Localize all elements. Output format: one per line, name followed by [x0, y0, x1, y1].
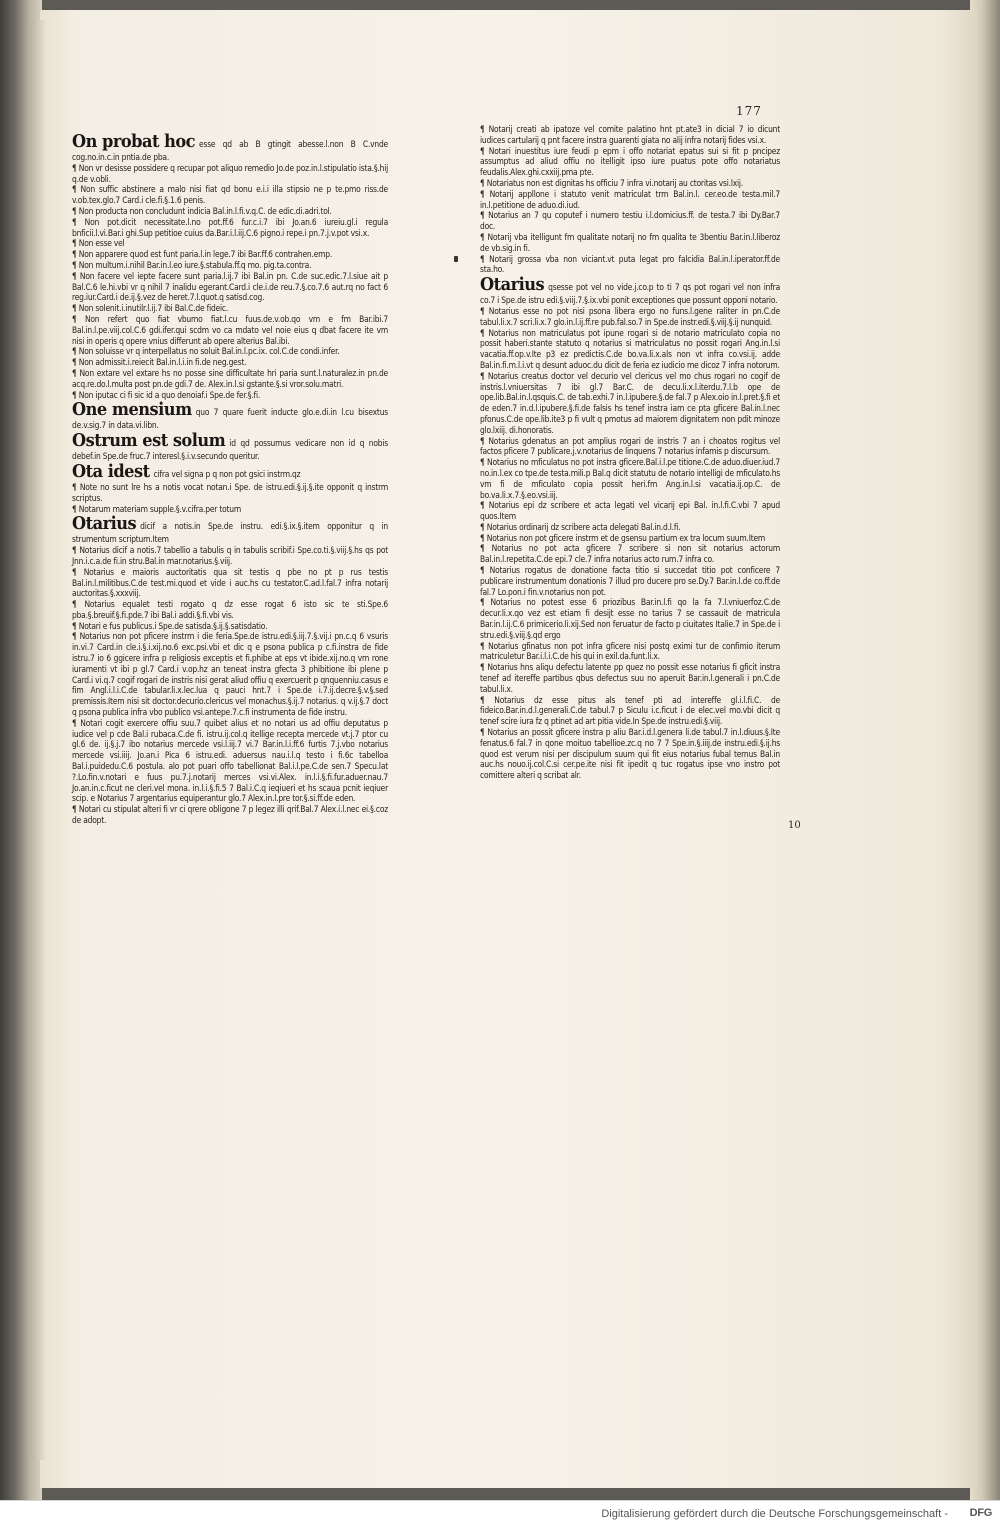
gloss-entry: [72, 217, 388, 239]
entry-text: Non iputac ci fi sic id a quo denoiaf.i Spe.de fer.§.fi.: [78, 389, 261, 400]
entry-text: Notari e fus publicus.i Spe.de satisda.§.ij.§.satisdatio.: [78, 620, 268, 631]
gloss-entry: [72, 357, 388, 368]
paragraph-mark-icon: ¶: [480, 640, 489, 651]
entry-text: Non suffic abstinere a malo nisi fiat qd bonu e.i.i illa stipsio ne p te.pmo riss.de v.ob.tex.glo.7 Card.i cle.fi.§.1.6 penis.: [72, 184, 388, 206]
gloss-entry: [72, 260, 388, 271]
paragraph-mark-icon: ¶: [480, 253, 490, 264]
entry-text: Non solenit.i.inutilr.l.ij.7 ibi Bal.C.de fideic.: [78, 303, 229, 314]
paragraph-mark-icon: ¶: [480, 727, 488, 738]
gloss-entry: [480, 275, 780, 306]
paragraph-mark-icon: ¶: [480, 305, 489, 316]
entry-text: Non producta non concludunt indicia Bal.in.l.fi.v.q.C. de edic.di.adri.tol.: [78, 205, 332, 216]
entry-text: Non pot.dicit necessitate.l.no pot.ff.6 fur.c.i.7 ibi Jo.an.6 iureiu.gl.i regula bnficii.l.vi.Bar.i ghi.Sup petitioe cuius da.Bar.i.l.iij.C.6 pigno.i repe.i pn.7.j.v.pot vsi.x.: [72, 216, 388, 238]
gloss-entry: [72, 314, 388, 346]
entry-heading: Otarius: [72, 513, 137, 535]
entry-text: Notarius equalet testi rogato q dz esse rogat 6 isto sic te sti.Spe.6 pba.§.breuif.§.fi.pde.7 ibi Bal.i addi.§.fi.vbi vis.: [72, 599, 388, 620]
paragraph-mark-icon: ¶: [72, 303, 79, 314]
entry-heading: Otarius: [480, 274, 545, 296]
paragraph-mark-icon: ¶: [72, 346, 79, 357]
gloss-entry: [72, 567, 388, 599]
footer-credit: Digitalisierung gefördert durch die Deutsche Forschungsgemeinschaft -: [601, 1508, 948, 1520]
entry-text: Non apparere quod est funt paria.l.in lege.7 ibi Bar.ff.6 contrahen.emp.: [78, 249, 333, 260]
gloss-entry: [72, 718, 388, 804]
entry-text: Notarij grossa vba non viciant.vt puta legat pro falcidia Bal.in.l.iperator.ff.de sta.ho.: [480, 253, 780, 275]
entry-text: Notarius an 7 qu coputef i numero testiu i.l.domicius.ff. de testa.7 ibi Dy.Bar.7 doc.: [480, 210, 780, 232]
entry-text: Notari inuestitus iure feudi p epm i offo notariat epatus sui si fit p pncipez assumptus ad aliud offiu no itelligit ipso iure puatus pote offo notariatus feudalis.Alex.ghi.cxxiij.pma pte.: [480, 145, 780, 178]
entry-text: Notarius non pot pficere instrm i die feria.Spe.de istru.edi.§.iij.7.§.vij.i pn.c.q 6 vsuris in.vi.7 Card.in cle.i.§.i.xij.no.6 exc.psi.vbi et dic q e psona publica p c.fi.instra de fide istru.7 io 6 ggicere infra p religiosis exceptis et fi.phibe at eps vt ibide.xij.no.q vm rone iuramenti vt ibi p gl.7 Card.i v.op.hz an teneat instra gfecta 3 phibitione ibi plene p Card.i vi.q.7 cogif rogari de instris nisi gerat aliud offiu q exercuerit p qnquenniu.casus e fim Angl.i.l.i.C.de tabular.li.x.lec.lua q pauci hnt.7 i Spe.de i.7.ij.decre.§.v.§.sed premissis.Item nisi sit doctor.decurio.clericus vel monachus.§.ij.7 notarius. q v.ij.§.7 doct q psona publica infra vbo publico vsi.antepe.7.c.fi instrumenta de fide instru.: [72, 631, 388, 718]
gloss-entry: [480, 565, 780, 597]
gloss-entry: [72, 621, 388, 632]
gloss-entry: [72, 431, 388, 462]
gloss-entry: [72, 599, 388, 621]
entry-text: Notarius epi dz scribere et acta legati vel vicarij epi Bal. in.l.fi.C.vbi 7 apud quos.Item: [480, 500, 780, 522]
entry-text: Notari cu stipulat alteri fi vr ci qrere obligone 7 p legez illi qrif.Bal.7 Alex.i.l.nec ei.§.coz de adopt.: [72, 804, 388, 826]
paragraph-mark-icon: ¶: [72, 389, 79, 400]
gloss-entry: [72, 249, 388, 260]
gloss-entry: [480, 727, 780, 781]
gloss-entry: [480, 306, 780, 328]
paragraph-mark-icon: ¶: [480, 188, 490, 199]
paragraph-mark-icon: ¶: [480, 177, 487, 188]
entry-text: Notarius gdenatus an pot amplius rogari de instris 7 an i choatos rogitus vel factos pficere 7 publicare.j.v.notarius de linquens 7 notarius infamis p discursum.: [480, 435, 780, 457]
entry-text: Non multum.i.nihil Bar.in.l.eo iure.§.stabula.ff.q mo. pig.ta.contra.: [78, 259, 312, 270]
paragraph-mark-icon: ¶: [72, 184, 81, 195]
gloss-entry: [72, 303, 388, 314]
entry-text: Notari cogit exercere offiu suu.7 quibet alius et no notari us ad offiu deputatus p iudice vel p cde Bal.i rubaca.C.de fi. istru.ij.col.q itellige recepta mercede vt.j.7 ptor cu gl.6 de. ij.§.j.7 ibo notarius mercede vsi.l.iij.7 vi.7 Bar.in.l.i.ff.6 furtis 7.j.vbo notarius mercede vsi.iiij. Jo.an.i Pica 6 istru.edi. aduersus nau.i.l.q testo i fi.6c tabelloa Bal.i.puidedu.C.6 postula. alo pot puari offo tabellionat Bal.i.l.pe.C.de sen.7 Specu.lat ?.Lo.fin.v.notari e fuus pu.7.j.notarij merces vsi.vi.Alex. in.l.i.§.fi.fur.aduer.nau.7 Jo.an.in.c.ficut ne cleri.vel mona. in.l.i.§.fi.5 7 Bal.i.C.q ieqiueri et hs scaua pcnit ieqiuer scip. e Notarius 7 argentarius equiperantur glo.7 Alex.in.l.pre tor.§.si.ff.de eden.: [72, 717, 388, 804]
left-text-column: [72, 132, 388, 826]
paragraph-mark-icon: ¶: [480, 662, 488, 673]
entry-text: dicif a notis.in Spe.de instru. edi.§.ix.§.item opponitur q in strumentum scriptum.Item: [72, 521, 388, 545]
gloss-entry: [72, 631, 388, 717]
entry-text: Non refert quo fiat vbumo fiat.l.cu fuus.de.v.ob.qo vm e fm Bar.ibi.7 Bal.in.l.pe.viij.col.C.6 gdi.ifer.qui scdm vo ca mdato vel noie eius q dbat facere ite vm nisi in operis q opere vnius differunt ab opere alterius Bal.ibi.: [72, 313, 388, 346]
gloss-entry: [480, 210, 780, 232]
paragraph-mark-icon: ¶: [72, 259, 79, 270]
entry-text: Notarum materiam supple.§.v.cifra.per totum: [78, 503, 241, 514]
entry-text: Notarius non matriculatus pot ipune rogari si de notario matriculato copia no possit haberi.stante statuto q notarius si matriculatus no possit rogari Ang.in.l.si vacatia.ff.op.v.Ite p3 ez predictis.C.de bo.va.li.x.als non vt infra co.vsi.ij. adde Bal.in.fi.m.l.i.vt q desunt aduoc.du dicit de feria ez iudicio me dicoz 7 infra notorum.: [480, 327, 780, 370]
paragraph-mark-icon: ¶: [72, 631, 80, 642]
entry-text: Notarij creati ab ipatoze vel comite palatino hnt pt.ate3 in dicial 7 io dicunt iudices cartularij q pnt facere instra guarenti giata no alij infra notarij fides vsi.x.: [480, 124, 780, 145]
gloss-entry: [480, 254, 780, 276]
paragraph-mark-icon: ¶: [480, 694, 495, 705]
gloss-entry: [480, 371, 780, 436]
folio-number: 177: [736, 104, 762, 118]
paragraph-mark-icon: ¶: [72, 313, 85, 324]
gloss-entry: [72, 184, 388, 206]
entry-text: Notarius no potest esse 6 priozibus Bar.in.l.fi qo la fa 7.l.vniuerfoz.C.de decur.li.x.qo vez est etiam fi desijt esse no tarius 7 se cassauit de matricula Bar.in.l.ij.C.6 primicerio.li.xij.Sed non feruatur de facto p ciuitates Italie.7 in Spe.de i stru.edi.§.viij.§.qd ergo: [480, 597, 780, 640]
entry-text: Notarij appllone i statuto venit matriculat trm Bal.in.l. cer.eo.de testa.mil.7 in.l.petitione de aduo.di.iud.: [480, 188, 781, 210]
paragraph-mark-icon: ¶: [72, 249, 79, 260]
digitization-footer: [0, 1500, 1000, 1529]
gloss-entry: [72, 804, 388, 826]
paragraph-mark-icon: ¶: [480, 231, 488, 242]
entry-text: Non extare vel extare hs no posse sine difficultate hri paria sunt.l.naturalez.in pn.de acq.re.do.l.multa post pn.de gdi.7 de. Alex.in.l.si gstante.§.si vror.solu.matri.: [72, 367, 388, 389]
entry-text: Notarius non pot gficere instrm et de gsensu partium ex tra locum suum.Item: [486, 532, 766, 543]
gloss-entry: [72, 163, 388, 185]
gloss-entry: [480, 146, 780, 178]
paragraph-mark-icon: ¶: [480, 457, 488, 468]
entry-text: Non soluisse vr q interpellatus no soluit Bal.in.l.pc.ix. col.C.de condi.infer.: [78, 346, 340, 357]
gloss-entry: [72, 462, 388, 482]
entry-text: Notarius gfinatus non pot infra gficere nisi postq eximi tur de confimio iterum matriculetur Bar.i.l.i.C.de his qui in exil.da.funt.li.x.: [480, 640, 780, 662]
paragraph-mark-icon: ¶: [480, 597, 491, 608]
gloss-entry: [72, 514, 388, 545]
entry-text: esse qd ab B gtingit abesse.l.non B C.vnde cog.no.in.c.in pntia.de pba.: [72, 139, 388, 162]
paragraph-mark-icon: ¶: [72, 503, 79, 514]
paragraph-mark-icon: ¶: [72, 717, 81, 728]
paragraph-mark-icon: ¶: [72, 367, 80, 378]
paragraph-mark-icon: ¶: [480, 543, 492, 554]
book-spine-shadow: [30, 20, 46, 1460]
gloss-entry: [480, 178, 780, 189]
paragraph-mark-icon: ¶: [480, 521, 487, 532]
gloss-entry: [480, 457, 780, 500]
paragraph-mark-icon: ¶: [72, 270, 80, 281]
entry-text: qsesse pot vel no vide.j.co.p to ti 7 qs pot rogari vel non infra co.7 i Spe.de istru edi.§.viij.7.§.ix.vbi ponit exceptiones que possunt opponi notario.: [480, 282, 780, 306]
entry-text: Notarius rogatus de donatione facta titio si succedat titio pot conficere 7 publicare instrumentum donationis 7 illud pro ducere pro se.Dy.7 Bar.in.l.de co.ff.de fal.7 Lo.pon.i fin.v.notarius non pot.: [480, 565, 780, 597]
entry-text: Note no sunt lre hs a notis vocat notan.i Spe. de istru.edi.§.ij.§.ite opponit q instrm scriptus.: [72, 481, 388, 503]
gloss-entry: [480, 695, 780, 727]
entry-text: Notarius hns aliqu defectu latente pp quez no possit esse notarius fi gficit instra tenef ad itereffe partibus qbus defectus suu no aperuit Bar.in.l.generali i pn.C.de tabul.li.x.: [480, 662, 780, 694]
entry-heading: On probat hoc: [72, 131, 196, 152]
paragraph-mark-icon: ¶: [72, 238, 79, 249]
entry-text: Notarius ordinarij dz scribere acta delegati Bal.in.d.l.fi.: [486, 521, 681, 532]
right-text-column: [480, 124, 780, 781]
paragraph-mark-icon: ¶: [480, 124, 489, 134]
margin-line-number: 10: [788, 820, 801, 831]
right-entries: [480, 124, 780, 781]
gloss-entry: [72, 206, 388, 217]
paragraph-mark-icon: ¶: [72, 481, 80, 492]
gloss-entry: [72, 545, 388, 567]
entry-text: Non esse vel: [78, 238, 125, 249]
marginal-mark: [454, 256, 458, 262]
entry-text: Notarius creatus doctor vel decurio vel clericus vel mo chus rogari no cogif de instris.l.vniuersitas 7 ibi gl.7 Bar.C. de decu.li.x.l.iterdu.7.l.b ope de ope.lib.Bal.in.l.qsquis.C. de tab.exhi.7 in.l.ipubere.§.de fal.7 p Alex.oio in.l.pret.§.fi et de eden.7 in.d.l.ipubere.§.fi.de falsis hs tenef instra iam ce pta gficere Bal.in.l.nec pfonus.C.de ope.lib.ite3 p fi vult q pmotus ad maiorem dignitatem non pdit minoze glo.lxiij. di.honoratis.: [480, 370, 780, 435]
paragraph-mark-icon: ¶: [480, 565, 490, 576]
paragraph-mark-icon: ¶: [72, 216, 85, 227]
gloss-entry: [72, 400, 388, 431]
entry-heading: Ota idest: [72, 460, 150, 482]
gloss-entry: [480, 522, 780, 533]
gloss-entry: [480, 500, 780, 522]
paragraph-mark-icon: ¶: [72, 357, 79, 368]
gloss-entry: [480, 189, 780, 211]
gloss-entry: [480, 436, 780, 458]
entry-text: Non vr desisse possidere q recupar pot aliquo remedio Jo.de poz.in.l.stipulatio ista.§.hij q.de v.obli.: [72, 162, 388, 184]
gloss-entry: [480, 124, 780, 146]
paragraph-mark-icon: ¶: [72, 205, 79, 216]
gloss-entry: [72, 238, 388, 249]
entry-text: Notarius no pot acta gficere 7 scribere si non sit notarius actorum Bal.in.l.repetita.C.de epi.7 cle.7 infra notarius acto rum.7 infra co.: [480, 543, 780, 565]
entry-text: Notarius an possit gficere instra p aliu Bar.i.d.l.genera li.de tabul.7 in.l.diuus.§.Ite fenatus.6 fal.7 in qone moituo tabellioe.zc.q no 7 7 Spe.in.§.iiij.de instru.edi.§.ij.hs quod est verum nisi per discipulum suum qui fit eius notarius fubal ternus Bal.in auc.hs nouo.ij.col.C.si cer.pe.ite nisi fit ipedit q tuc rogatus ipse vno instro pot comittere alteri q scribat alr.: [480, 727, 780, 781]
entry-text: id qd possumus vedicare non id q nobis debef.in Spe.de fruc.7 interesl.§.i.v.secundo queritur.: [72, 438, 388, 462]
gloss-entry: [480, 641, 780, 663]
gloss-entry: [72, 346, 388, 357]
gloss-entry: [480, 232, 780, 254]
dfg-logo: DFG: [969, 1507, 992, 1519]
entry-text: Notarius dz esse pitus als tenef pti ad intereffe gl.i.l.fi.C. de fideico.Bar.in.d.l.generali.C.de tabul.7 p Siculu i.c.ficut i de elec.vel mo.vbi dicit q tenef scire iura fz q ptinet ad art pitia vide.In Spe.de instru.edi.§.viij.: [480, 694, 780, 727]
gloss-entry: [480, 662, 780, 694]
gloss-entry: [480, 597, 780, 640]
gloss-entry: [72, 368, 388, 390]
entry-text: cifra vel signa p q non pot gsici instrm.qz: [153, 468, 301, 479]
paragraph-mark-icon: ¶: [480, 370, 488, 381]
entry-text: Notarij vba itelligunt fm qualitate notarij no fm qualita te 3bentiu Bar.in.l.liberoz de vb.sig.in fi.: [480, 231, 780, 253]
paragraph-mark-icon: ¶: [72, 804, 79, 815]
entry-text: Notariatus non est dignitas hs officiu 7 infra vi.notarij au ctoritas vsi.lxij.: [486, 177, 743, 188]
gloss-entry: [72, 132, 388, 163]
entry-text: Notarius no mficulatus no pot instra gficere.Bal.i.l.pe titione.C.de aduo.diuer.iud.7 no.in.l.ex co tpe.de testa.mili.p Bal.q dicit statutu de notario intelligi de mficulato.hs vm fi de mficulato copia possit heri.fm Ang.in.l.si vacatia.ij.op.C. de bo.va.li.x.7.§.eo.vsi.iij.: [480, 457, 780, 500]
entry-heading: One mensium: [72, 399, 192, 421]
paragraph-mark-icon: ¶: [480, 210, 489, 221]
paragraph-mark-icon: ¶: [480, 435, 489, 446]
paragraph-mark-icon: ¶: [72, 545, 80, 556]
gloss-entry: [72, 271, 388, 303]
gloss-entry: [480, 328, 780, 371]
paragraph-mark-icon: ¶: [72, 599, 85, 610]
entry-text: Notarius dicif a notis.7 tabellio a tabulis q in tabulis scribif.i Spe.co.ti.§.viij.§.hs qs pot Jnn.i.c.a.de fi.in stru.Bal.in mar.notarius.§.viij.: [72, 545, 388, 566]
gloss-entry: [72, 482, 388, 504]
paragraph-mark-icon: ¶: [72, 162, 79, 173]
entry-heading: Ostrum est solum: [72, 430, 226, 452]
paragraph-mark-icon: ¶: [72, 566, 84, 577]
entry-text: quo 7 quare fuerit inducte glo.e.di.in l.cu bisextus de.v.sig.7 in data.vi.libn.: [72, 407, 388, 431]
entry-text: Notarius e maioris auctoritatis qua sit testis q pbe no pt p rus testis Bal.in.l.militibus.C.de test.mi.quod et vide i auc.hs cu testator.C.ad.l.fal.7 infra notarij auctoritas.§.xxxviij.: [72, 566, 388, 599]
paragraph-mark-icon: ¶: [480, 327, 489, 338]
gloss-entry: [480, 533, 780, 544]
entry-text: Non admissit.i.reiecit Bal.in.l.i.in fi.de neg.gest.: [78, 357, 247, 368]
paragraph-mark-icon: ¶: [480, 532, 487, 543]
paragraph-mark-icon: ¶: [72, 620, 79, 631]
entry-text: Non facere vel iepte facere sunt paria.l.ij.7 ibi Bal.in pn. C.de suc.edic.7.l.siue ait p Bal.C.6 le.hi.vbi vr q nihil 7 inalidu egerant.Card.i cle.i.de reu.7.§.co.7.6 aut.rq no fact 6 reg.iur.Card.i de.ij.§.vez de heret.7.l.quot.q satisd.cog.: [72, 270, 388, 303]
paragraph-mark-icon: ¶: [480, 145, 489, 156]
left-entries: [72, 132, 388, 826]
paragraph-mark-icon: ¶: [480, 500, 489, 511]
gloss-entry: [480, 543, 780, 565]
entry-text: Notarius esse no pot nisi psona libera ergo no funs.l.gene raliter in pn.C.de tabul.li.x.7 scri.li.x.7 glo.in.l.ij.ff.re pub.fal.so.7 in Spe.de instr.edi.§.viij.§.ij nunquid.: [480, 305, 780, 327]
